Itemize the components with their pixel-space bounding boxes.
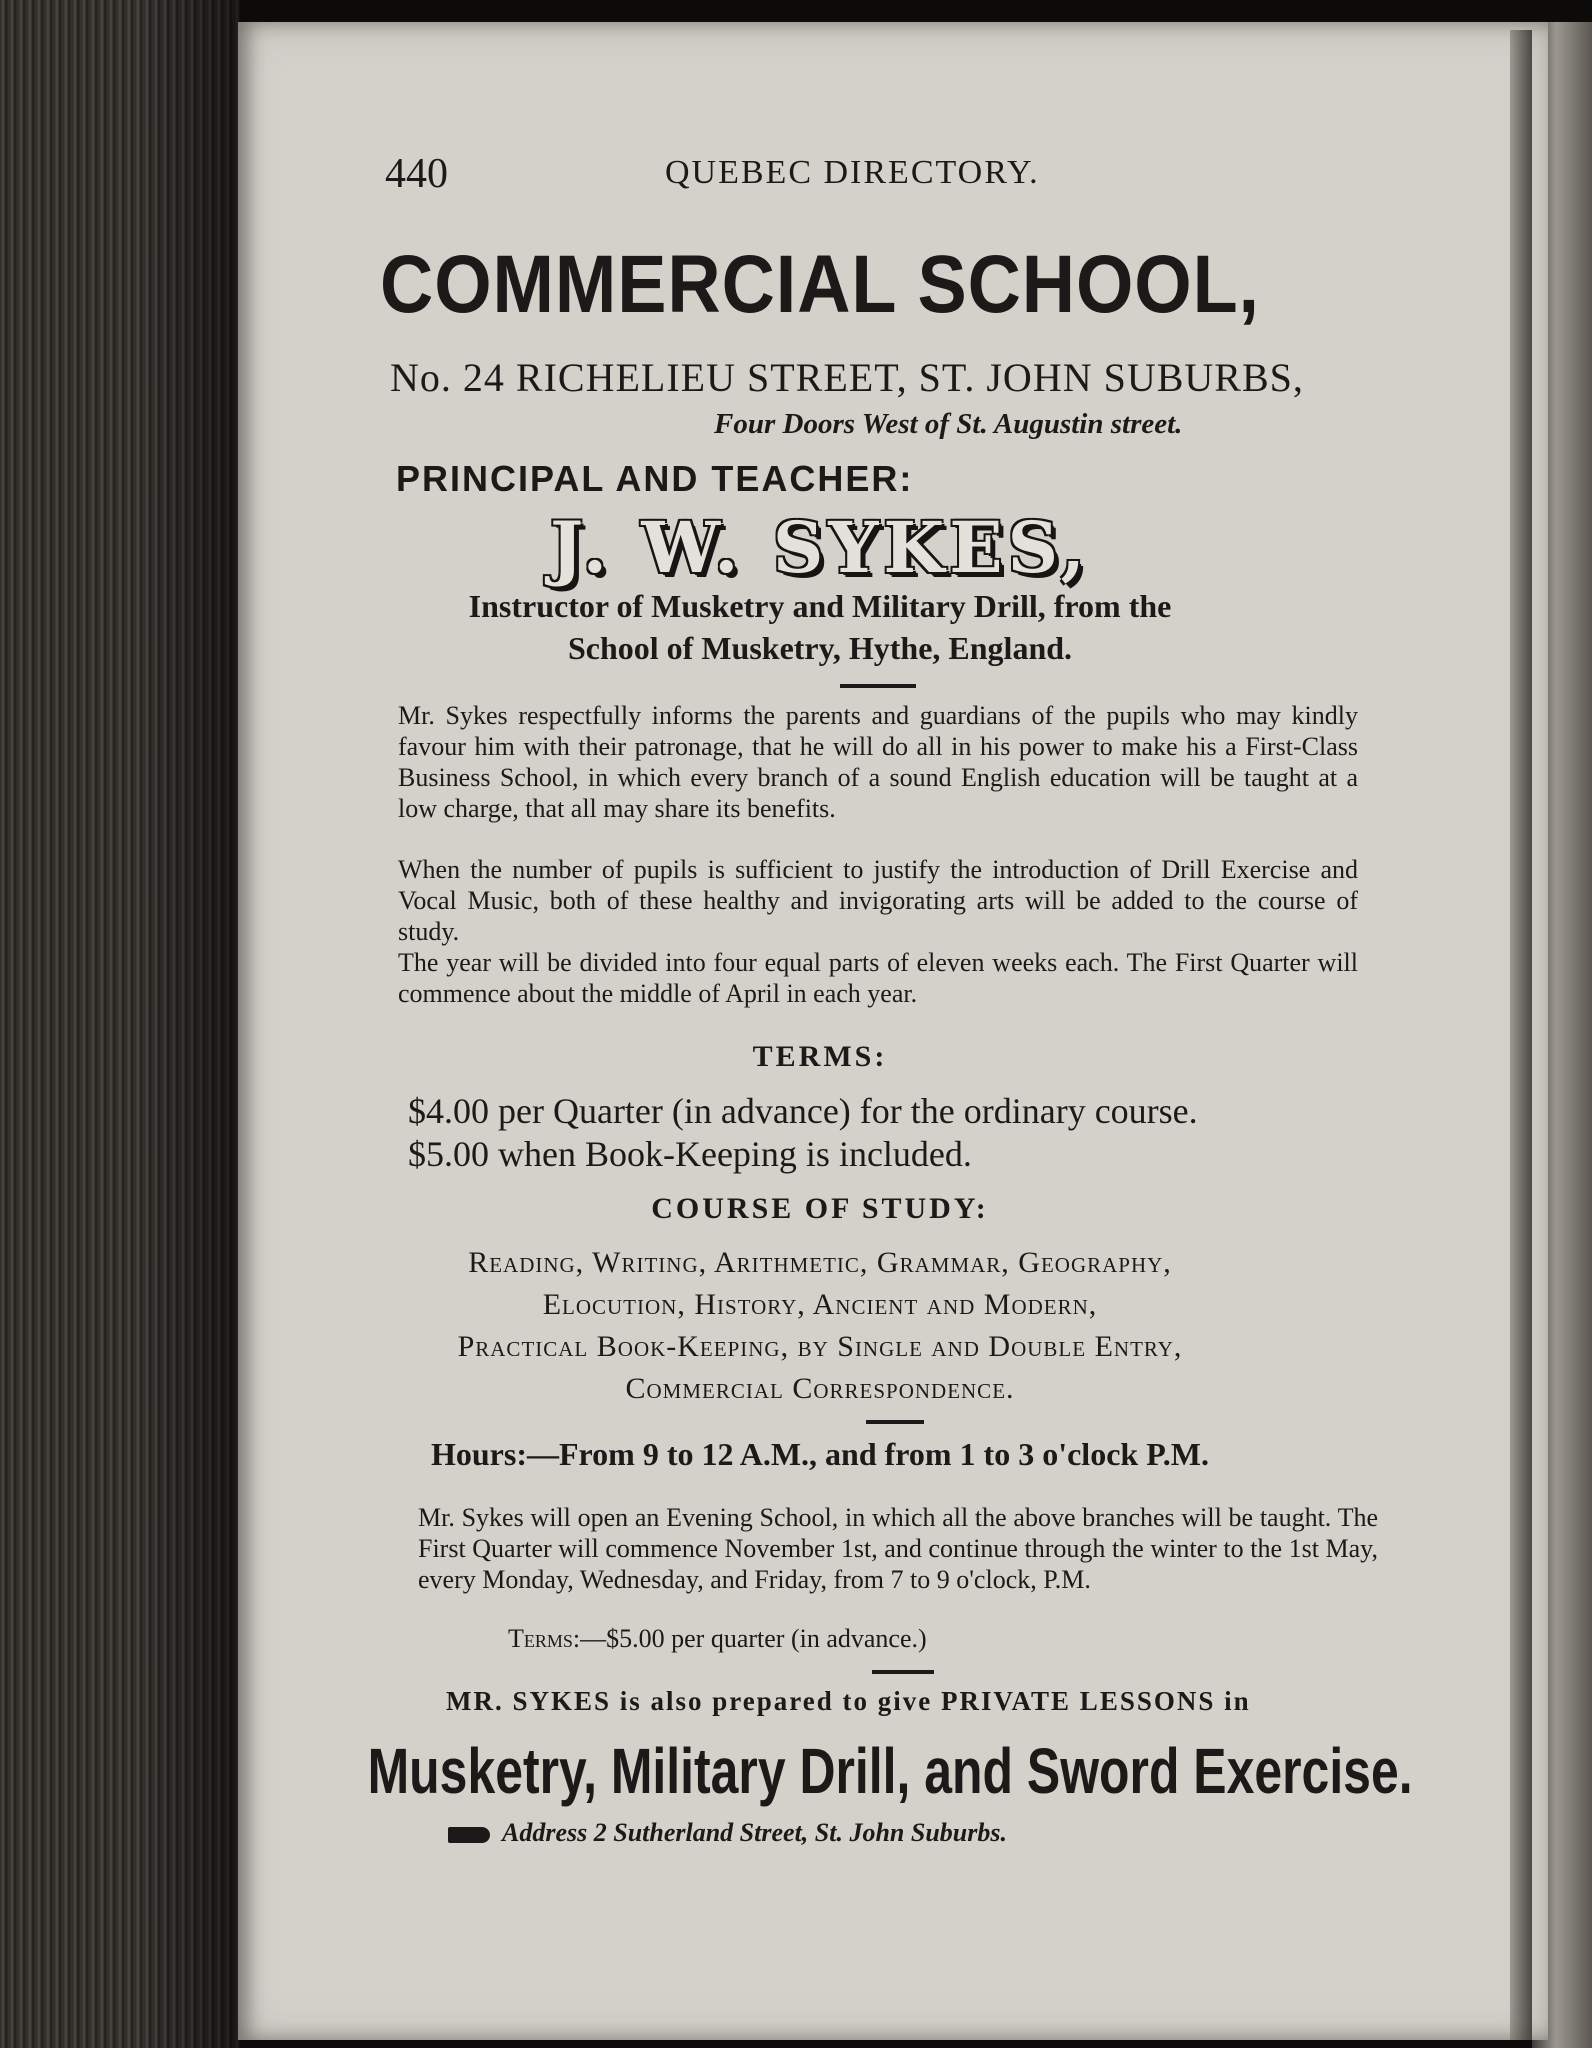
instructor-line-1: Instructor of Musketry and Military Drill, from the [468,588,1172,624]
address-note: Four Doors West of St. Augustin street. [714,408,1183,440]
evening-terms-label: Terms: [508,1624,581,1653]
subjects-line-3: Practical Book-Keeping, by Single and Double Entry, [457,1330,1183,1363]
principal-name: J. W. SYKES, [549,506,1091,589]
page-number: 440 [385,151,448,197]
instructor-line-2: School of Musketry, Hythe, England. [567,630,1073,666]
principal-heading: PRINCIPAL AND TEACHER: [396,458,914,499]
price-ordinary: $4.00 per Quarter (in advance) for the ordinary course. [408,1091,1198,1131]
course-heading: COURSE OF STUDY: [651,1192,989,1225]
evening-terms-value: —$5.00 per quarter (in advance.) [580,1624,927,1653]
subjects-line-2: Elocution, History, Ancient and Modern, [542,1288,1098,1321]
running-head: QUEBEC DIRECTORY. [665,154,1040,191]
evening-school-paragraph: Mr. Sykes will open an Evening School, in which all the above branches will be taught. The First Quarter will commence November 1st, and continue through the winter to the 1st May, every Monday, Wednesday, and Friday, from 7 to 9 o'clock, P.M. [418,1503,1378,1594]
evening-terms [508,1624,927,1654]
divider-rule [866,1420,924,1424]
private-lessons-line: MR. SYKES is also prepared to give PRIVATE LESSONS in [446,1686,1251,1716]
drill-paragraph: When the number of pupils is sufficient to justify the introduction of Drill Exercise and Vocal Music, both of these healthy and invigorating arts will be added to the course of study. [398,855,1358,946]
gutter-shadow [140,0,240,2048]
contact-address [448,1818,1007,1848]
lessons-banner: Musketry, Military Drill, and Sword Exercise. [367,1735,1413,1807]
page-torn-edge [1510,30,1532,2040]
subjects-line-1: Reading, Writing, Arithmetic, Grammar, Geography, [468,1246,1172,1279]
divider-rule [872,1670,934,1674]
contact-address-text: Address 2 Sutherland Street, St. John Suburbs. [502,1818,1008,1847]
quarters-paragraph: The year will be divided into four equal parts of eleven weeks each. The First Quarter will commence about the middle of April in each year. [398,948,1358,1008]
school-address: No. 24 RICHELIEU STREET, ST. JOHN SUBURBS, [390,355,1304,400]
pointing-hand-icon [448,1827,490,1843]
intro-paragraph: Mr. Sykes respectfully informs the parents and guardians of the pupils who may kindly favour him with their patronage, that he will do all in his power to make his a First-Class Business School, in which every branch of a sound English education will be taught at a low charge, that all may share its benefits. [398,701,1358,823]
terms-heading: TERMS: [752,1040,888,1073]
price-bookkeeping: $5.00 when Book-Keeping is included. [408,1134,972,1174]
school-hours: Hours:—From 9 to 12 A.M., and from 1 to 3 o'clock P.M. [430,1436,1209,1472]
advert-title: COMMERCIAL SCHOOL, [380,239,1260,330]
divider-rule [840,684,916,688]
subjects-line-4: Commercial Correspondence. [625,1372,1015,1405]
